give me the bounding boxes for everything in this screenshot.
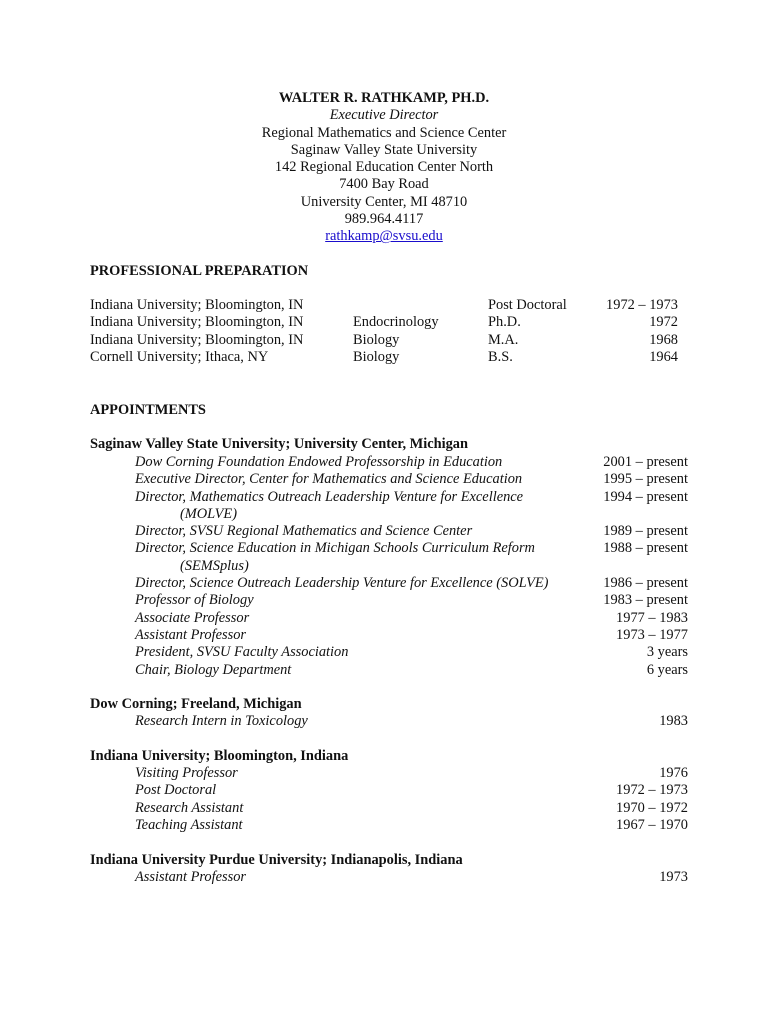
list-item bbox=[90, 817, 688, 834]
role-dates: 1994 – present bbox=[603, 488, 688, 505]
role-dates: 6 years bbox=[646, 661, 688, 678]
role-dates: 1995 – present bbox=[603, 471, 688, 488]
organization-name: Indiana University; Bloomington, Indiana bbox=[90, 748, 349, 764]
role-title: Director, SVSU Regional Mathematics and Science Center bbox=[135, 523, 473, 540]
organization-name: Dow Corning; Freeland, Michigan bbox=[90, 696, 302, 712]
role-dates: 2001 – present bbox=[603, 454, 688, 470]
role-title: Visiting Professor bbox=[135, 765, 238, 781]
list-item bbox=[90, 765, 688, 782]
institution-cell: Cornell University; Ithaca, NY bbox=[90, 348, 269, 365]
role-dates: 1983 – present bbox=[603, 592, 688, 609]
role-dates: 1977 – 1983 bbox=[616, 609, 688, 626]
year-cell: 1972 – 1973 bbox=[606, 297, 678, 313]
role-title: Assistant Professor bbox=[135, 626, 247, 643]
role-title: Research Assistant bbox=[135, 799, 244, 816]
role-dates: 1973 bbox=[659, 869, 688, 885]
role-dates: 3 years bbox=[646, 644, 688, 661]
role-dates: 1983 bbox=[659, 713, 688, 729]
section-heading-appointments: APPOINTMENTS bbox=[90, 402, 206, 418]
table-row bbox=[90, 349, 690, 366]
list-item bbox=[90, 471, 688, 488]
field-cell: Biology bbox=[353, 331, 400, 348]
list-item bbox=[90, 454, 688, 471]
list-item bbox=[90, 644, 688, 661]
role-title: Dow Corning Foundation Endowed Professorship in Education bbox=[135, 454, 503, 470]
address-line: 7400 Bay Road bbox=[339, 176, 429, 193]
list-item bbox=[90, 627, 688, 644]
list-item bbox=[90, 592, 688, 609]
list-item bbox=[90, 800, 688, 817]
degree-cell: B.S. bbox=[488, 348, 513, 365]
list-item bbox=[90, 540, 688, 557]
appointment-list bbox=[90, 713, 688, 730]
address-line: Regional Mathematics and Science Center bbox=[261, 124, 507, 141]
professional-preparation-table bbox=[90, 297, 690, 366]
role-title: Director, Science Education in Michigan Schools Curriculum Reform bbox=[135, 540, 535, 557]
field-cell: Endocrinology bbox=[353, 314, 439, 331]
address-line: Saginaw Valley State University bbox=[290, 141, 478, 158]
organization-name: Saginaw Valley State University; University Center, Michigan bbox=[90, 436, 469, 452]
list-item bbox=[90, 713, 688, 730]
list-item bbox=[90, 489, 688, 506]
table-row bbox=[90, 297, 690, 314]
role-dates: 1972 – 1973 bbox=[616, 782, 688, 799]
institution-cell: Indiana University; Bloomington, IN bbox=[90, 331, 304, 348]
list-item bbox=[90, 662, 688, 679]
year-cell: 1968 bbox=[649, 331, 678, 348]
role-title: President, SVSU Faculty Association bbox=[135, 644, 349, 661]
list-item bbox=[90, 558, 688, 575]
year-cell: 1964 bbox=[649, 348, 678, 365]
role-title: Post Doctoral bbox=[135, 782, 217, 799]
list-item bbox=[90, 506, 688, 523]
organization-name: Indiana University Purdue University; Indianapolis, Indiana bbox=[90, 852, 463, 868]
field-cell: Biology bbox=[353, 348, 400, 365]
role-title: Chair, Biology Department bbox=[135, 661, 292, 678]
role-dates: 1986 – present bbox=[603, 575, 688, 592]
role-title: Director, Science Outreach Leadership Venture for Excellence (SOLVE) bbox=[135, 575, 549, 592]
list-item bbox=[90, 523, 688, 540]
email-link[interactable]: rathkamp@svsu.edu bbox=[325, 228, 443, 245]
role-title-continuation: (SEMSplus) bbox=[180, 557, 249, 574]
role-dates: 1970 – 1972 bbox=[616, 799, 688, 816]
degree-cell: Ph.D. bbox=[488, 314, 521, 331]
appointment-list bbox=[90, 454, 688, 679]
contact-header bbox=[0, 90, 768, 246]
role-title: Executive Director, Center for Mathematics and Science Education bbox=[135, 471, 523, 488]
role-dates: 1967 – 1970 bbox=[616, 816, 688, 833]
year-cell: 1972 bbox=[649, 314, 678, 331]
phone-number: 989.964.4117 bbox=[344, 211, 424, 228]
role-title-continuation: (MOLVE) bbox=[180, 505, 238, 522]
role-title: Professor of Biology bbox=[135, 592, 254, 609]
list-item bbox=[90, 782, 688, 799]
section-heading-professional-preparation: PROFESSIONAL PREPARATION bbox=[90, 263, 309, 279]
role-title: Assistant Professor bbox=[135, 869, 247, 885]
table-row bbox=[90, 314, 690, 331]
degree-cell: Post Doctoral bbox=[488, 297, 567, 313]
role-dates: 1989 – present bbox=[603, 523, 688, 540]
role-title: Research Intern in Toxicology bbox=[135, 713, 308, 729]
address-line: 142 Regional Education Center North bbox=[274, 159, 494, 176]
institution-cell: Indiana University; Bloomington, IN bbox=[90, 314, 304, 331]
list-item bbox=[90, 610, 688, 627]
degree-cell: M.A. bbox=[488, 331, 519, 348]
role-title: Teaching Assistant bbox=[135, 816, 243, 833]
job-title: Executive Director bbox=[329, 107, 439, 124]
institution-cell: Indiana University; Bloomington, IN bbox=[90, 297, 304, 313]
role-dates: 1976 bbox=[659, 765, 688, 781]
appointment-list bbox=[90, 869, 688, 886]
list-item bbox=[90, 869, 688, 886]
appointment-list bbox=[90, 765, 688, 834]
person-name: WALTER R. RATHKAMP, PH.D. bbox=[278, 90, 490, 106]
table-row bbox=[90, 332, 690, 349]
role-dates: 1973 – 1977 bbox=[616, 626, 688, 643]
role-dates: 1988 – present bbox=[603, 540, 688, 557]
list-item bbox=[90, 575, 688, 592]
role-title: Director, Mathematics Outreach Leadership Venture for Excellence bbox=[135, 488, 524, 505]
address-line: University Center, MI 48710 bbox=[300, 193, 468, 210]
role-title: Associate Professor bbox=[135, 609, 250, 626]
